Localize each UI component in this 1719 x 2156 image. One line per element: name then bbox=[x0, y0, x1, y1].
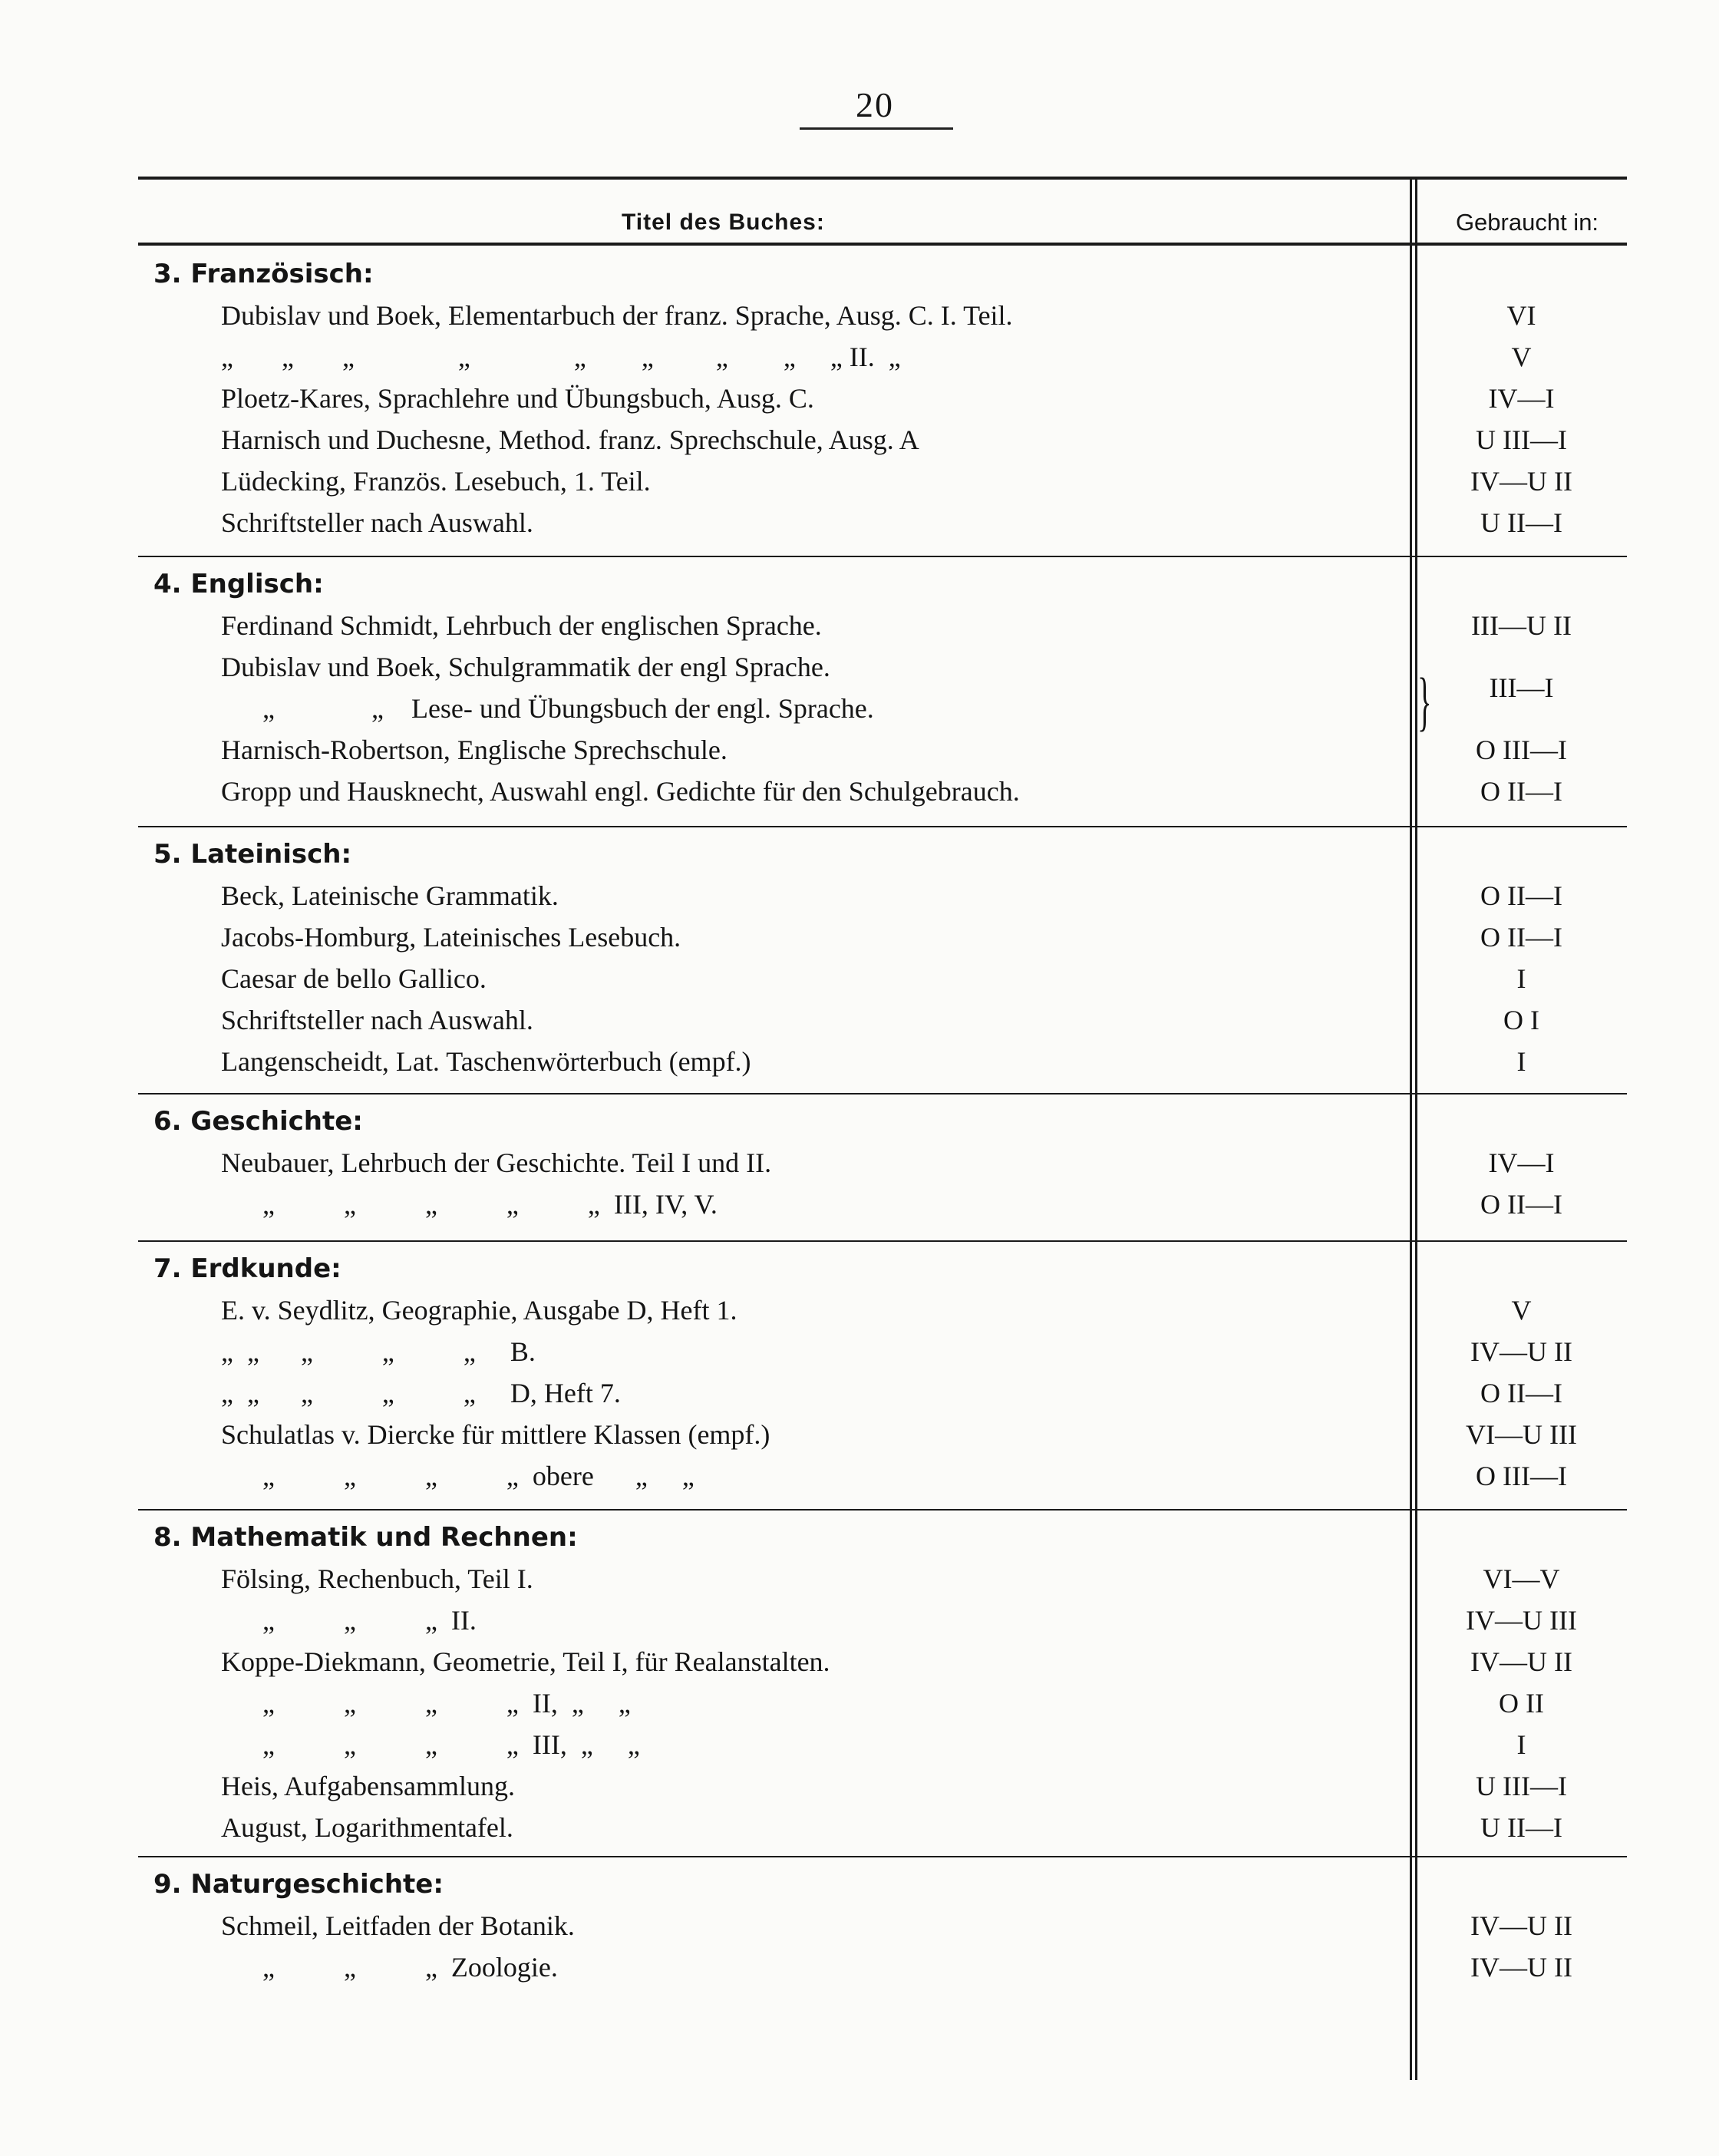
used-column-header: Gebraucht in: bbox=[1455, 209, 1599, 236]
used-in: U II—I bbox=[1480, 507, 1562, 538]
table-row bbox=[138, 502, 1627, 543]
book-title: „ „ „ Zoologie. bbox=[221, 1952, 558, 1983]
book-title: Schmeil, Leitfaden der Botanik. bbox=[221, 1910, 575, 1941]
table-row bbox=[138, 461, 1627, 502]
header-bottom-rule bbox=[138, 243, 1627, 246]
section-separator bbox=[138, 1240, 1627, 1242]
book-title: „ „ Lese- und Übungsbuch der engl. Sprache. bbox=[221, 693, 874, 724]
table-row bbox=[138, 1041, 1627, 1082]
table-row bbox=[138, 1946, 1627, 1988]
used-in: IV—I bbox=[1488, 383, 1555, 414]
section-separator bbox=[138, 1509, 1627, 1511]
used-in: III—I bbox=[1489, 672, 1554, 703]
page-number: 20 bbox=[856, 85, 894, 124]
used-in: IV—U II bbox=[1470, 1336, 1572, 1367]
used-in: IV—U II bbox=[1470, 1952, 1572, 1983]
table-row bbox=[138, 958, 1627, 999]
used-in: IV—U III bbox=[1466, 1605, 1577, 1636]
book-title: „ „ „ „ obere „ „ bbox=[221, 1461, 695, 1491]
table-row bbox=[138, 419, 1627, 461]
book-title: Ferdinand Schmidt, Lehrbuch der englischen Sprache. bbox=[221, 610, 822, 641]
used-in: U III—I bbox=[1476, 424, 1567, 455]
table-row bbox=[138, 1724, 1627, 1765]
used-in: O II—I bbox=[1480, 1378, 1562, 1408]
table-row bbox=[138, 1331, 1627, 1372]
used-in: I bbox=[1516, 1729, 1526, 1760]
used-in: O II—I bbox=[1480, 776, 1562, 807]
used-in: IV—U II bbox=[1470, 1910, 1572, 1941]
book-title: Schriftsteller nach Auswahl. bbox=[221, 1005, 533, 1035]
book-title: „ „ „ „ „ B. bbox=[221, 1336, 536, 1367]
used-in: IV—I bbox=[1488, 1147, 1555, 1178]
table-row bbox=[138, 1184, 1627, 1225]
book-title: Fölsing, Rechenbuch, Teil I. bbox=[221, 1563, 533, 1594]
book-title: Harnisch und Duchesne, Method. franz. Sprechschule, Ausg. A bbox=[221, 424, 919, 455]
book-title: Koppe-Diekmann, Geometrie, Teil I, für Realanstalten. bbox=[221, 1646, 830, 1677]
brace: } bbox=[1417, 664, 1432, 738]
table-row bbox=[138, 378, 1627, 419]
used-in: O II—I bbox=[1480, 1189, 1562, 1220]
table-row bbox=[138, 1641, 1627, 1682]
book-title: Langenscheidt, Lat. Taschenwörterbuch (empf.) bbox=[221, 1046, 751, 1077]
table-row bbox=[138, 336, 1627, 378]
book-title: Neubauer, Lehrbuch der Geschichte. Teil I und II. bbox=[221, 1147, 772, 1178]
section-separator bbox=[138, 826, 1627, 827]
table-row bbox=[138, 295, 1627, 336]
section-heading: 8. Mathematik und Rechnen: bbox=[153, 1522, 578, 1553]
page-number-rule bbox=[800, 127, 953, 130]
used-in: IV—U II bbox=[1470, 1646, 1572, 1677]
used-in: V bbox=[1511, 1295, 1532, 1326]
section-separator bbox=[138, 1856, 1627, 1857]
used-in: V bbox=[1511, 342, 1532, 372]
table-row bbox=[138, 1682, 1627, 1724]
used-in: O III—I bbox=[1476, 1461, 1567, 1491]
book-title: Harnisch-Robertson, Englische Sprechschule. bbox=[221, 735, 728, 765]
used-in: O II—I bbox=[1480, 922, 1562, 953]
section-heading: 7. Erdkunde: bbox=[153, 1253, 341, 1284]
table-row bbox=[138, 1765, 1627, 1807]
book-title: „ „ „ „ III, „ „ bbox=[221, 1729, 640, 1760]
used-in: VI—V bbox=[1483, 1563, 1560, 1594]
table-top-rule bbox=[138, 177, 1627, 180]
book-title: Jacobs-Homburg, Lateinisches Lesebuch. bbox=[221, 922, 681, 953]
table-row bbox=[138, 1905, 1627, 1946]
book-title: Dubislav und Boek, Schulgrammatik der engl Sprache. bbox=[221, 652, 830, 682]
book-title: „ „ „ II. bbox=[221, 1605, 477, 1636]
book-title: Ploetz-Kares, Sprachlehre und Übungsbuch, Ausg. C. bbox=[221, 383, 814, 414]
book-title: Beck, Lateinische Grammatik. bbox=[221, 880, 559, 911]
used-in: IV—U II bbox=[1470, 466, 1572, 497]
used-in: I bbox=[1516, 963, 1526, 994]
table-row bbox=[138, 1289, 1627, 1331]
book-title: Lüdecking, Französ. Lesebuch, 1. Teil. bbox=[221, 466, 651, 497]
section-heading: 9. Naturgeschichte: bbox=[153, 1869, 444, 1900]
section-heading: 6. Geschichte: bbox=[153, 1106, 363, 1137]
book-title: Schriftsteller nach Auswahl. bbox=[221, 507, 533, 538]
section-heading: 5. Lateinisch: bbox=[153, 839, 352, 870]
table-row bbox=[138, 605, 1627, 646]
book-title: „ „ „ „ „ III, IV, V. bbox=[221, 1189, 718, 1220]
title-column-header: Titel des Buches: bbox=[622, 210, 825, 235]
book-title: Dubislav und Boek, Elementarbuch der franz. Sprache, Ausg. C. I. Teil. bbox=[221, 300, 1013, 331]
book-title: „ „ „ „ „ „ „ „ „ II. „ bbox=[221, 342, 901, 372]
table-row bbox=[138, 916, 1627, 958]
book-title: „ „ „ „ „ D, Heft 7. bbox=[221, 1378, 621, 1408]
table-row bbox=[138, 771, 1627, 812]
book-title: August, Logarithmentafel. bbox=[221, 1812, 513, 1843]
table-row bbox=[138, 1600, 1627, 1641]
used-in: O II—I bbox=[1480, 880, 1562, 911]
table-row bbox=[138, 1142, 1627, 1184]
used-in: O III—I bbox=[1476, 735, 1567, 765]
used-in: VI bbox=[1506, 300, 1536, 331]
book-title: E. v. Seydlitz, Geographie, Ausgabe D, Heft 1. bbox=[221, 1295, 737, 1326]
table-row bbox=[138, 1372, 1627, 1414]
book-title: Heis, Aufgabensammlung. bbox=[221, 1771, 515, 1801]
section-heading: 4. Englisch: bbox=[153, 569, 324, 599]
section-separator bbox=[138, 1093, 1627, 1095]
table-row bbox=[138, 729, 1627, 771]
section-heading: 3. Französisch: bbox=[153, 259, 374, 289]
used-in: U II—I bbox=[1480, 1812, 1562, 1843]
table-row bbox=[138, 1455, 1627, 1497]
book-title: Schulatlas v. Diercke für mittlere Klassen (empf.) bbox=[221, 1419, 770, 1450]
table-row bbox=[138, 1414, 1627, 1455]
table-row bbox=[138, 875, 1627, 916]
book-title: Caesar de bello Gallico. bbox=[221, 963, 487, 994]
table-row bbox=[138, 1558, 1627, 1600]
table-row bbox=[138, 999, 1627, 1041]
used-in: O II bbox=[1499, 1688, 1544, 1719]
table-row bbox=[138, 1807, 1627, 1848]
used-in: III—U II bbox=[1471, 610, 1572, 641]
used-in: O I bbox=[1503, 1005, 1539, 1035]
book-title: „ „ „ „ II, „ „ bbox=[221, 1688, 631, 1719]
used-in: U III—I bbox=[1476, 1771, 1567, 1801]
book-table bbox=[138, 177, 1627, 2141]
used-in: I bbox=[1516, 1046, 1526, 1077]
section-separator bbox=[138, 556, 1627, 557]
used-in: VI—U III bbox=[1466, 1419, 1577, 1450]
book-title: Gropp und Hausknecht, Auswahl engl. Gedichte für den Schulgebrauch. bbox=[221, 776, 1020, 807]
